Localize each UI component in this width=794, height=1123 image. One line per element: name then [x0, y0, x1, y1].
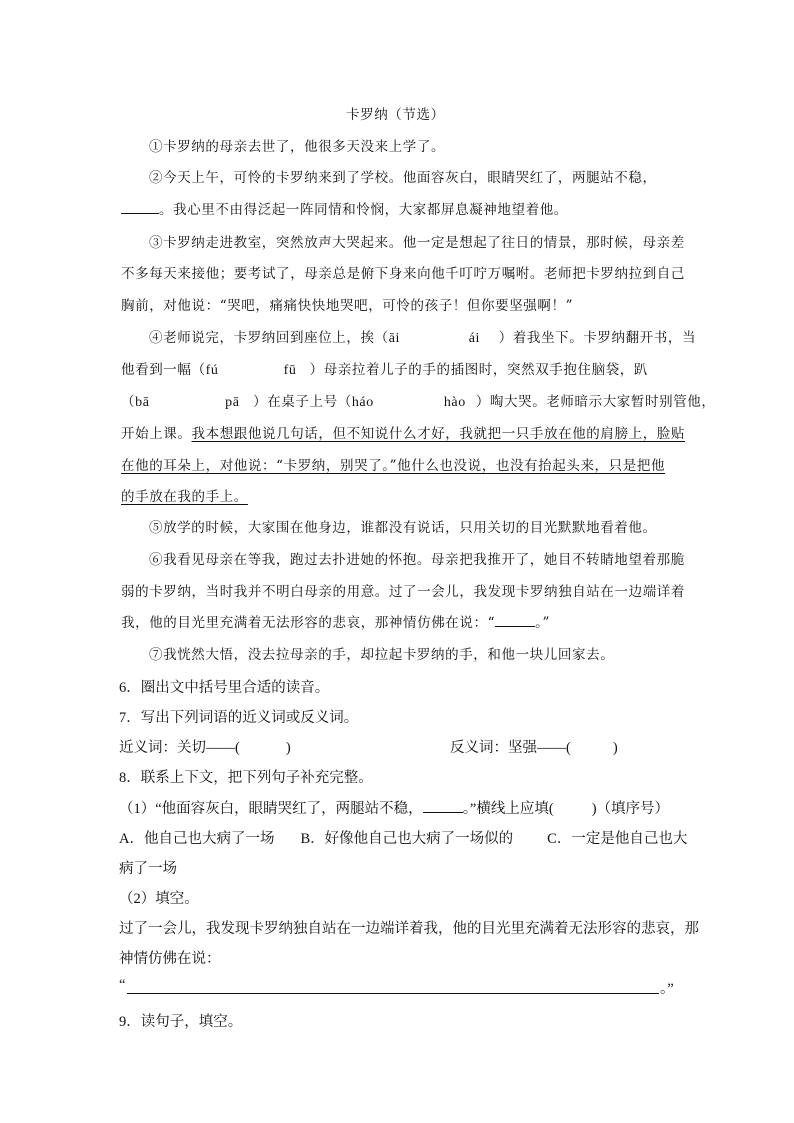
- paragraph-4-line-3: （bā pā ）在桌子上号（háo hào ）啕大哭。老师暗示大家暂时别管他，: [121, 394, 716, 410]
- long-answer-line[interactable]: [127, 993, 659, 994]
- paragraph-3-line-2: 不多每天来接他；要考试了，母亲总是俯下身来向他千叮咛万嘱咐。老师把卡罗纳拉到自己: [121, 266, 685, 282]
- paragraph-6-line-2: 弱的卡罗纳，当时我并不明白母亲的用意。过了一会儿，我发现卡罗纳独自站在一边端详着: [121, 584, 685, 600]
- option-b[interactable]: B．好像他自己也大病了一场似的: [300, 831, 514, 847]
- question-9: 9．读句子，填空。: [119, 1014, 243, 1030]
- paragraph-4-line-1: ④老师说完，卡罗纳回到座位上，挨（āi ái ）着我坐下。卡罗纳翻开书，当: [149, 330, 697, 346]
- question-8-part-2: （2）填空。: [119, 891, 199, 907]
- paragraph-7: ⑦我恍然大悟，没去拉母亲的手，却拉起卡罗纳的手，和他一块儿回家去。: [149, 647, 615, 663]
- pinyin-option[interactable]: hào: [443, 395, 466, 410]
- pinyin-option[interactable]: āi: [388, 331, 401, 346]
- answer-blank[interactable]: [121, 201, 159, 214]
- pinyin-option[interactable]: fū: [283, 363, 297, 378]
- pinyin-option[interactable]: fú: [205, 363, 219, 378]
- paragraph-3-line-1: ③卡罗纳走进教室，突然放声大哭起来。他一定是想起了往日的情景，那时候，母亲差: [149, 235, 685, 251]
- question-7-synonym: 近义词：关切——( ): [119, 740, 291, 756]
- option-c-continued: 病了一场: [119, 861, 177, 877]
- answer-blank[interactable]: [495, 614, 535, 627]
- paragraph-4-line-6: 的手放在我的手上。: [121, 489, 248, 505]
- pinyin-option[interactable]: ái: [468, 331, 481, 346]
- passage-title: 卡罗纳（节选）: [346, 107, 445, 123]
- paragraph-4-line-5: 在他的耳朵上，对他说：“卡罗纳，别哭了。”他什么也没说，也没有抬起头来，只是把他: [121, 458, 666, 474]
- paragraph-3-line-3: 胸前，对他说：“哭吧，痛痛快快地哭吧，可怜的孩子！但你要坚强啊！”: [121, 298, 574, 314]
- pinyin-option[interactable]: bā: [135, 395, 150, 410]
- paragraph-4-line-4: 开始上课。我本想跟他说几句话，但不知说什么才好，我就把一只手放在他的肩膀上，脸贴: [121, 426, 685, 442]
- paragraph-6-line-3: 我，他的目光里充满着无法形容的悲哀，那神情仿佛在说：“ 。”: [121, 615, 550, 631]
- paragraph-5: ⑤放学的时候，大家围在他身边，谁都没有说话，只用关切的目光默默地看着他。: [149, 520, 657, 536]
- paragraph-4-line-2: 他看到一幅（fú fū ）母亲拉着儿子的手的插图时，突然双手抱住脑袋，趴: [121, 362, 649, 378]
- paragraph-2-line-1: ②今天上午，可怜的卡罗纳来到了学校。他面容灰白，眼睛哭红了，两腿站不稳，: [149, 170, 657, 186]
- question-7: 7．写出下列词语的近义词或反义词。: [119, 710, 359, 726]
- question-8: 8．联系上下文，把下列句子补充完整。: [119, 770, 373, 786]
- paragraph-1: ①卡罗纳的母亲去世了，他很多天没来上学了。: [149, 139, 446, 155]
- close-quote: 。”: [660, 981, 674, 997]
- paragraph-6-line-1: ⑥我看见母亲在等我，跑过去扑进她的怀抱。母亲把我推开了，她目不转睛地望着那脆: [149, 552, 685, 568]
- pinyin-option[interactable]: pā: [225, 395, 240, 410]
- option-a[interactable]: A．他自己也大病了一场: [119, 831, 275, 847]
- question-7-antonym: 反义词：坚强——( ): [450, 740, 618, 756]
- question-8-options: [119, 827, 687, 848]
- question-8-text-line-2: 神情仿佛在说：: [119, 951, 221, 967]
- pinyin-option[interactable]: háo: [351, 395, 374, 410]
- question-6: 6．圈出文中括号里合适的读音。: [119, 680, 330, 696]
- question-8-part-1: （1）“他面容灰白，眼睛哭红了，两腿站不稳， 。”横线上应填( )（填序号）: [119, 801, 670, 817]
- option-c[interactable]: C．一定是他自己也大: [547, 831, 688, 847]
- question-8-text-line-1: 过了一会儿，我发现卡罗纳独自站在一边端详着我，他的目光里充满着无法形容的悲哀，那: [119, 921, 699, 937]
- paragraph-2-line-2: 。我心里不由得泛起一阵同情和怜悯，大家都屏息凝神地望着他。: [121, 198, 568, 218]
- open-quote: “: [119, 977, 126, 993]
- underlined-sentence: 我本想跟他说几句话，但不知说什么才好，我就把一只手放在他的肩膀上，脸贴: [191, 426, 685, 442]
- answer-blank[interactable]: [423, 800, 463, 813]
